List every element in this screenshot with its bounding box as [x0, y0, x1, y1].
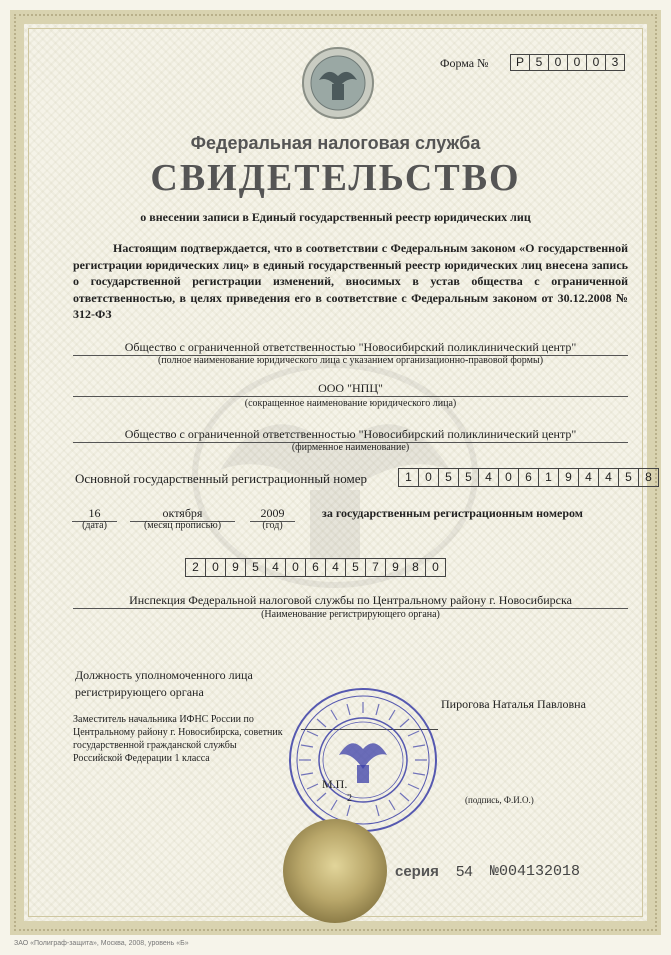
- registration-year-caption: (год): [262, 520, 283, 531]
- grn-digit: 9: [226, 558, 246, 577]
- official-seal-stamp-icon: [287, 685, 439, 835]
- ogrn-digit: 8: [639, 468, 659, 487]
- form-number-cell: 0: [568, 54, 587, 71]
- grn-digit: 6: [306, 558, 326, 577]
- coat-of-arms-emblem-icon: [301, 46, 375, 120]
- entity-short-name-caption: (сокращенное наименование юридического лица): [244, 398, 457, 409]
- grn-boxes: [185, 558, 446, 577]
- grn-digit: 5: [246, 558, 266, 577]
- ogrn-digit: 4: [599, 468, 619, 487]
- ogrn-digit: 5: [619, 468, 639, 487]
- grn-digit: 4: [266, 558, 286, 577]
- series-number: 54: [456, 863, 473, 880]
- grn-digit: 7: [366, 558, 386, 577]
- registration-month-caption: (месяц прописью): [143, 520, 222, 531]
- grn-digit: 5: [346, 558, 366, 577]
- ogrn-digit: 5: [459, 468, 479, 487]
- grn-digit: 4: [326, 558, 346, 577]
- registering-authority: Инспекция Федеральной налоговой службы по Центральному району г. Новосибирска: [73, 593, 628, 609]
- grn-digit: 0: [206, 558, 226, 577]
- registration-day-caption: (дата): [82, 520, 107, 531]
- ogrn-label: Основной государственный регистрационный номер: [75, 471, 367, 486]
- signer-name: Пирогова Наталья Павловна: [441, 697, 586, 711]
- printer-imprint: ЗАО «Полиграф-защита», Москва, 2008, уровень «Б»: [14, 940, 189, 947]
- document-title: СВИДЕТЕЛЬСТВО: [150, 157, 521, 199]
- hologram-sticker-icon: [282, 818, 388, 924]
- series-label: серия: [395, 863, 439, 880]
- entity-firm-name: Общество с ограниченной ответственностью "Новосибирский поликлинический центр": [73, 427, 628, 443]
- serial-number: №004132018: [490, 863, 581, 880]
- ogrn-digit: 4: [579, 468, 599, 487]
- registration-year: 2009: [250, 506, 295, 522]
- ogrn-boxes: [398, 468, 659, 487]
- ogrn-digit: 9: [559, 468, 579, 487]
- agency-name: Федеральная налоговая служба: [190, 133, 481, 153]
- entity-short-name: ООО "НПЦ": [73, 381, 628, 397]
- form-number-label: Форма №: [440, 56, 489, 70]
- official-position: Заместитель начальника ИФНС России по Центральному району г. Новосибирска, советник государственной гражданской службы Российской Федерации 1 класса: [73, 714, 283, 764]
- grn-digit: 0: [426, 558, 446, 577]
- entity-full-name: Общество с ограниченной ответственностью "Новосибирский поликлинический центр": [73, 340, 628, 356]
- seal-number: 2: [347, 793, 352, 804]
- signature-caption: (подпись, Ф.И.О.): [465, 795, 534, 805]
- ogrn-digit: 0: [419, 468, 439, 487]
- ogrn-digit: 6: [519, 468, 539, 487]
- form-number-cell: 0: [549, 54, 568, 71]
- registering-authority-caption: (Наименование регистрирующего органа): [261, 609, 440, 620]
- entity-firm-name-caption: (фирменное наименование): [291, 442, 410, 453]
- confirmation-text: Настоящим подтверждается, что в соответствии с Федеральным законом «О государственной регистрации юридических лиц» в единый государственный реестр юридических лиц внесена запись о государственной регистрации изменений, вносимых в устав общества с ограниченной ответственностью, в целях приведения его в соответствие с Федеральным законом от 30.12.2008 № 312-ФЗ: [73, 241, 628, 321]
- entity-full-name-caption: (полное наименование юридического лица с указанием организационно-правовой формы): [157, 355, 544, 366]
- grn-digit: 2: [185, 558, 206, 577]
- registration-number-phrase: за государственным регистрационным номером: [322, 506, 583, 520]
- document-subtitle: о внесении записи в Единый государственный реестр юридических лиц: [140, 210, 531, 224]
- form-number-cell: 5: [530, 54, 549, 71]
- form-number-cell: 3: [606, 54, 625, 71]
- grn-digit: 8: [406, 558, 426, 577]
- registration-day: 16: [72, 506, 117, 522]
- registration-month: октября: [130, 506, 235, 522]
- grn-digit: 0: [286, 558, 306, 577]
- form-number-boxes: [510, 54, 625, 71]
- grn-digit: 9: [386, 558, 406, 577]
- ogrn-digit: 1: [539, 468, 559, 487]
- ogrn-digit: 4: [479, 468, 499, 487]
- form-number-cell: Р: [510, 54, 530, 71]
- seal-place-label: М.П.: [322, 777, 348, 791]
- ogrn-digit: 1: [398, 468, 419, 487]
- official-position-label: Должность уполномоченного лица регистрирующего органа: [75, 668, 253, 699]
- form-number-cell: 0: [587, 54, 606, 71]
- ogrn-digit: 0: [499, 468, 519, 487]
- ogrn-digit: 5: [439, 468, 459, 487]
